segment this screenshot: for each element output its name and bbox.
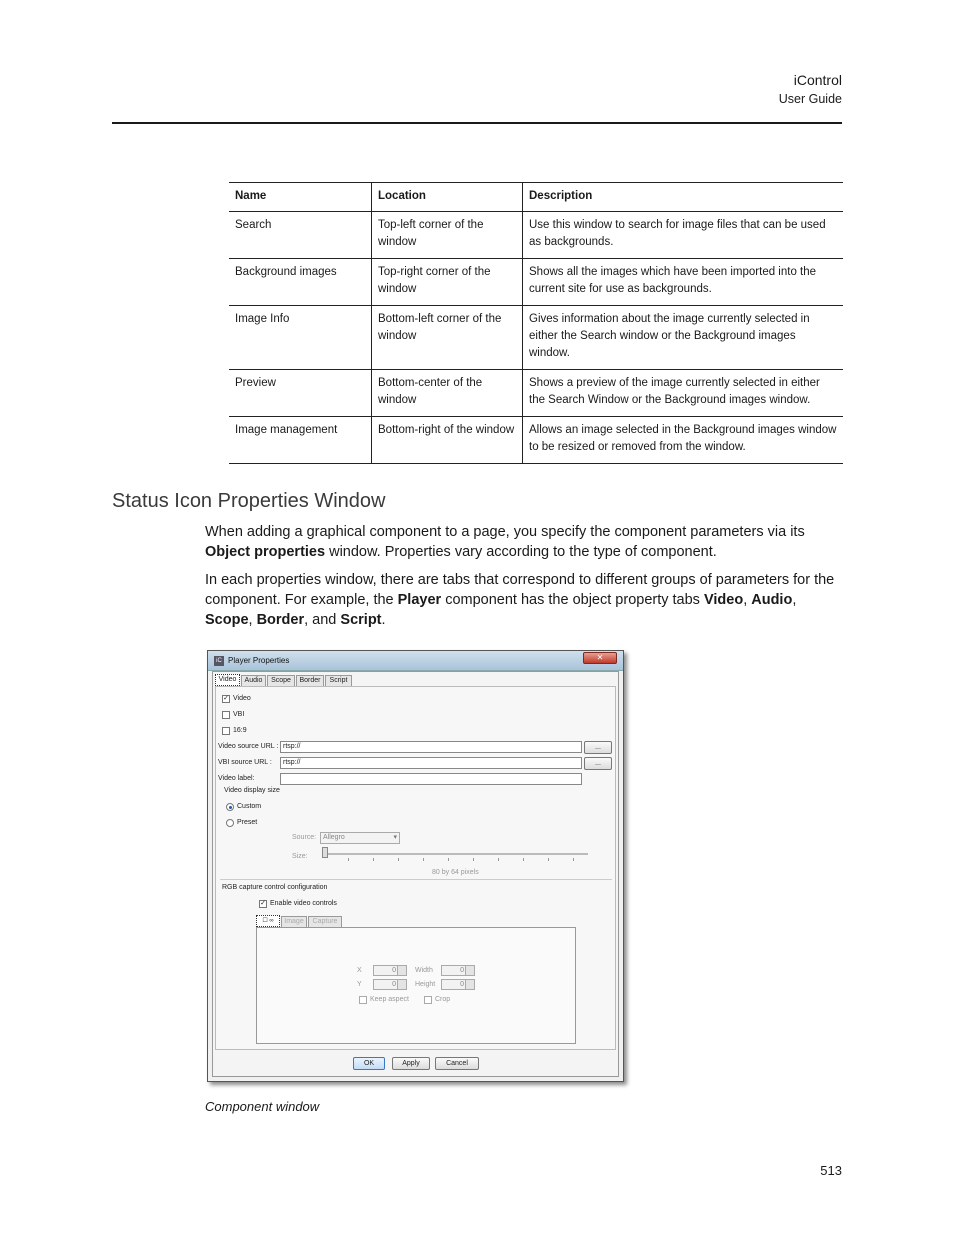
tab-audio[interactable]: Audio — [241, 675, 266, 686]
video-label-input[interactable] — [280, 773, 582, 785]
custom-radio-label: Custom — [237, 803, 262, 810]
size-slider-track — [322, 853, 588, 855]
col-header-description: Description — [523, 183, 844, 212]
cell-location: Bottom-center of the window — [372, 370, 523, 417]
height-label: Height — [415, 981, 436, 988]
inner-tab-crop[interactable]: ☐ ∞ — [256, 915, 280, 927]
table-row — [229, 306, 843, 370]
crop-checkbox[interactable] — [424, 996, 432, 1004]
display-size-group-label: Video display size — [224, 787, 280, 794]
cell-name: Preview — [229, 370, 372, 417]
dialog-client — [212, 671, 619, 1077]
width-label: Width — [415, 967, 433, 974]
text-run: , — [743, 592, 752, 608]
custom-radio[interactable] — [226, 803, 234, 811]
slider-tick — [523, 858, 524, 861]
dialog-titlebar[interactable] — [208, 651, 623, 671]
width-spinner[interactable]: 0 — [441, 965, 475, 976]
video-tab-pane — [215, 686, 616, 1050]
table-header-row — [229, 183, 843, 212]
cell-name: Image Info — [229, 306, 372, 370]
col-header-name: Name — [229, 183, 372, 212]
cell-location: Top-left corner of the window — [372, 212, 523, 259]
page-number: 513 — [820, 1163, 842, 1178]
header-rule — [112, 122, 842, 124]
vbi-source-browse-button[interactable]: ... — [584, 757, 612, 770]
tab-script[interactable]: Script — [325, 675, 352, 686]
bold-run: Object properties — [205, 544, 326, 560]
col-header-location: Location — [372, 183, 523, 212]
paragraph-intro — [205, 522, 845, 562]
header-product: iControl — [793, 72, 842, 88]
y-label: Y — [357, 981, 362, 988]
slider-tick — [473, 858, 474, 861]
video-checkbox-label: Video — [233, 695, 251, 702]
text-run: , and — [304, 612, 341, 628]
vbi-source-label: VBI source URL : — [218, 759, 272, 766]
table-row — [229, 212, 843, 259]
rgb-group-label: RGB capture control configuration — [222, 884, 328, 891]
check-icon: ✓ — [260, 900, 266, 907]
keep-aspect-checkbox[interactable] — [359, 996, 367, 1004]
preset-radio[interactable] — [226, 819, 234, 827]
slider-tick — [548, 858, 549, 861]
table-row — [229, 370, 843, 417]
slider-tick — [423, 858, 424, 861]
cancel-button[interactable]: Cancel — [435, 1057, 479, 1070]
size-slider-thumb[interactable] — [322, 847, 328, 858]
x-label: X — [357, 967, 362, 974]
text-run: , — [792, 592, 797, 608]
enable-video-controls-label: Enable video controls — [270, 900, 337, 907]
apply-button[interactable]: Apply — [392, 1057, 430, 1070]
group-separator — [220, 879, 612, 880]
player-properties-dialog — [207, 650, 624, 1082]
bold-run: Script — [340, 612, 382, 628]
enable-video-controls-checkbox[interactable] — [259, 900, 267, 908]
section-heading: Status Icon Properties Window — [112, 490, 386, 512]
table-row — [229, 417, 843, 464]
tab-scope[interactable]: Scope — [267, 675, 295, 686]
tab-border[interactable]: Border — [296, 675, 324, 686]
bold-run: Scope — [205, 612, 249, 628]
bold-run: Border — [256, 612, 305, 628]
cell-name: Search — [229, 212, 372, 259]
size-label: Size: — [292, 853, 308, 860]
aspect-checkbox-label: 16:9 — [233, 727, 247, 734]
text-run: When adding a graphical component to a page, you specify the component parameters via its — [205, 524, 805, 540]
height-spinner[interactable]: 0 — [441, 979, 475, 990]
crop-label: Crop — [435, 996, 451, 1003]
vbi-checkbox-label: VBI — [233, 711, 245, 718]
cell-description: Allows an image selected in the Background images window to be resized or removed from the window. — [523, 417, 844, 464]
table-row — [229, 259, 843, 306]
video-source-browse-button[interactable]: ... — [584, 741, 612, 754]
cell-description: Shows a preview of the image currently selected in either the Search Window or the Background images window. — [523, 370, 844, 417]
cell-name: Image management — [229, 417, 372, 464]
bold-run: Player — [397, 592, 442, 608]
window-areas-table — [229, 182, 843, 464]
inner-tab-pane — [256, 927, 576, 1044]
bold-run: Audio — [751, 592, 793, 608]
figure-caption: Component window — [205, 1099, 320, 1114]
source-label: Source: — [292, 834, 317, 841]
close-icon: ✕ — [596, 653, 604, 662]
inner-tab-image[interactable]: Image — [281, 916, 307, 927]
close-button[interactable] — [583, 652, 617, 664]
cell-name: Background images — [229, 259, 372, 306]
text-run: window. Properties vary according to the type of component. — [325, 544, 717, 560]
text-run: component has the object property tabs — [441, 592, 704, 608]
slider-tick — [373, 858, 374, 861]
video-source-label: Video source URL : — [218, 743, 279, 750]
header-doc-type: User Guide — [778, 92, 842, 106]
vbi-checkbox[interactable] — [222, 711, 230, 719]
slider-tick — [573, 858, 574, 861]
slider-tick — [448, 858, 449, 861]
source-select[interactable]: Allegro ▾ — [320, 832, 400, 844]
tab-video[interactable]: Video — [215, 674, 240, 686]
video-label-label: Video label: — [218, 775, 255, 782]
y-spinner[interactable]: 0 — [373, 979, 407, 990]
aspect-checkbox[interactable] — [222, 727, 230, 735]
text-run: In each properties window, there are tabs that correspond to different groups of parameters for the component. For example, the — [205, 572, 835, 608]
vbi-source-input[interactable]: rtsp:// — [280, 757, 582, 769]
cell-description: Use this window to search for image files that can be used as backgrounds. — [523, 212, 844, 259]
inner-tab-capture[interactable]: Capture — [308, 916, 342, 927]
video-checkbox[interactable] — [222, 695, 230, 703]
size-readout: 80 by 64 pixels — [432, 869, 479, 876]
slider-tick — [348, 858, 349, 861]
slider-tick — [398, 858, 399, 861]
check-icon: ✓ — [223, 695, 229, 702]
app-icon: iC — [214, 656, 224, 666]
cell-description: Gives information about the image currently selected in either the Search window or the Background images window. — [523, 306, 844, 370]
text-run: . — [381, 612, 386, 628]
slider-tick — [498, 858, 499, 861]
cell-location: Bottom-right of the window — [372, 417, 523, 464]
cell-description: Shows all the images which have been imported into the current site for use as backgrounds. — [523, 259, 844, 306]
bold-run: Video — [703, 592, 744, 608]
x-spinner[interactable]: 0 — [373, 965, 407, 976]
video-source-input[interactable]: rtsp:// — [280, 741, 582, 753]
keep-aspect-label: Keep aspect — [370, 996, 409, 1003]
cell-location: Top-right corner of the window — [372, 259, 523, 306]
text-run: , — [248, 612, 257, 628]
cell-location: Bottom-left corner of the window — [372, 306, 523, 370]
ok-button[interactable]: OK — [353, 1057, 385, 1070]
preset-radio-label: Preset — [237, 819, 258, 826]
dialog-title: Player Properties — [228, 656, 290, 665]
paragraph-tabs — [205, 570, 845, 630]
